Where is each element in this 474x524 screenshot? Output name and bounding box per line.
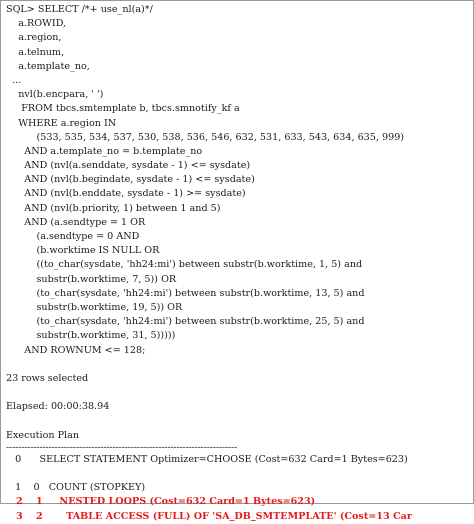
sql-condition-line: (to_char(sysdate, 'hh24:mi') between substr(b.worktime, 25, 5) and: [6, 316, 365, 328]
sql-condition-line: AND (nvl(a.senddate, sysdate - 1) <= sysdate): [6, 160, 251, 172]
sql-condition-line: (b.worktime IS NULL OR: [6, 245, 160, 257]
plan-step-table-access-full-highlighted: 3 2 TABLE ACCESS (FULL) OF 'SA_DB_SMTEMPLATE' (Cost=13 Car: [6, 510, 412, 522]
plan-step-count-stopkey: 1 0 COUNT (STOPKEY): [6, 482, 146, 494]
blank-line: [6, 467, 473, 481]
sql-from-line: FROM tbcs.smtemplate b, tbcs.smnotify_kf a: [6, 103, 240, 115]
plan-step-nested-loops-highlighted: 2 1 NESTED LOOPS (Cost=632 Card=1 Bytes=623): [6, 496, 316, 508]
elapsed-time-status: Elapsed: 00:00:38.94: [6, 401, 110, 413]
sql-condition-line: AND (nvl(b.enddate, sysdate - 1) >= sysdate): [6, 188, 246, 200]
execution-plan-divider: ----------------------------------------------------------------------------: [6, 441, 238, 453]
sql-where-line: WHERE a.region IN: [6, 117, 117, 129]
sql-select-column-line: a.template_no,: [6, 60, 90, 72]
sql-select-column-line: a.telnum,: [6, 46, 65, 58]
sql-condition-line: AND (nvl(b.priority, 1) between 1 and 5): [6, 202, 221, 214]
sql-select-column-line: nvl(b.encpara, ' '): [6, 89, 104, 101]
sql-condition-line: AND a.template_no = b.template_no: [6, 145, 203, 157]
sql-select-column-line: a.region,: [6, 32, 62, 44]
sql-condition-line: substr(b.worktime, 7, 5)) OR: [6, 273, 177, 285]
sql-rownum-line: AND ROWNUM <= 128;: [6, 344, 146, 356]
sql-condition-line: (to_char(sysdate, 'hh24:mi') between substr(b.worktime, 13, 5) and: [6, 287, 365, 299]
blank-line: [6, 386, 473, 400]
sql-condition-line: substr(b.worktime, 19, 5)) OR: [6, 301, 183, 313]
sql-condition-line: substr(b.worktime, 31, 5))))): [6, 330, 176, 342]
blank-line: [6, 414, 473, 428]
console-lines: [6, 3, 473, 524]
sql-condition-line: AND (nvl(b.begindate, sysdate - 1) <= sysdate): [6, 174, 255, 186]
plan-step-select-statement: 0 SELECT STATEMENT Optimizer=CHOOSE (Cost=632 Card=1 Bytes=623): [6, 453, 408, 465]
sql-condition-line: (a.sendtype = 0 AND: [6, 231, 140, 242]
sql-ellipsis-line: ...: [6, 74, 22, 86]
sql-condition-line: AND (a.sendtype = 1 OR: [6, 216, 146, 228]
blank-line: [6, 358, 473, 372]
rows-selected-status: 23 rows selected: [6, 372, 89, 384]
sql-prompt-line: SQL> SELECT /*+ use_nl(a)*/: [6, 4, 153, 15]
sql-region-list-line: (533, 535, 534, 537, 530, 538, 536, 546, 632, 531, 633, 543, 634, 635, 999): [6, 131, 405, 143]
sql-condition-line: ((to_char(sysdate, 'hh24:mi') between substr(b.worktime, 1, 5) and: [6, 259, 363, 271]
sql-select-column-line: a.ROWID,: [6, 18, 67, 30]
execution-plan-heading: Execution Plan: [6, 429, 79, 441]
